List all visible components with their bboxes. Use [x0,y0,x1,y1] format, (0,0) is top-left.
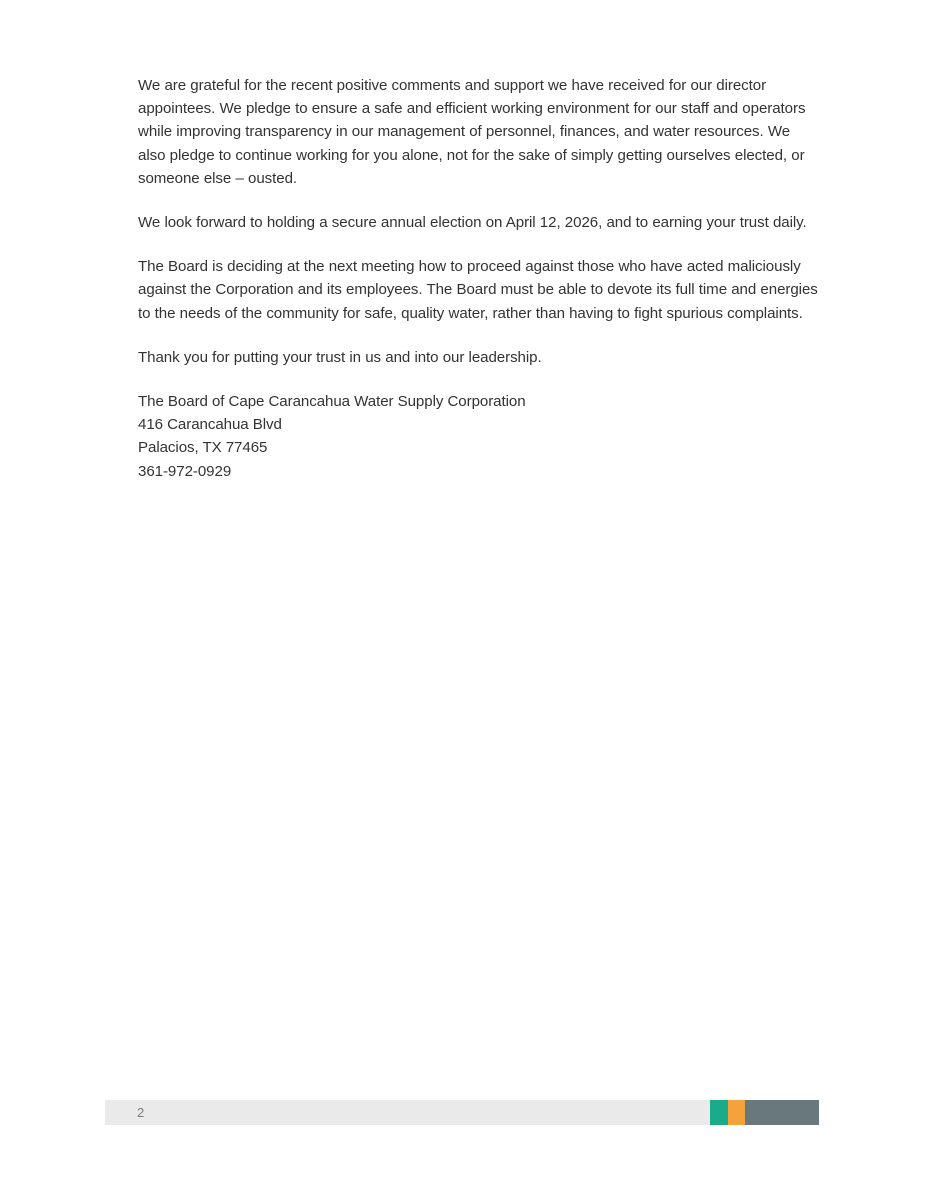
paragraph-thank-you: Thank you for putting your trust in us and into our leadership. [138,348,542,366]
signature-phone: 361-972-0929 [138,462,232,480]
signature-street-address: 416 Carancahua Blvd [138,416,282,434]
amber-swatch [728,1100,745,1125]
paragraph-gratitude: We are grateful for the recent positive comments and support we have received for our director appointees. We pledge to ensure a safe and efficient working environment for our staff and operators while improving transparency in our management of personnel, finances, and water resources. We also pledge to continue working for you alone, not for the sake of simply getting ourselves elected, or someone else – ousted. [138,77,806,187]
paragraph-election: We look forward to holding a secure annual election on April 12, 2026, and to earning your trust daily. [138,214,807,232]
footer-color-swatches [710,1100,819,1125]
teal-swatch [710,1100,728,1125]
page-footer [105,1100,819,1125]
signature-city-state-zip: Palacios, TX 77465 [138,439,268,457]
slate-swatch [745,1100,819,1125]
paragraph-board-action: The Board is deciding at the next meeting how to proceed against those who have acted maliciously against the Corporation and its employees. The Board must be able to devote its full time and energies to the needs of the community for safe, quality water, rather than having to fight spurious complaints. [138,258,818,322]
signature-block [138,390,820,483]
signature-organization: The Board of Cape Carancahua Water Supply Corporation [138,393,526,411]
page-number: 2 [137,1105,145,1120]
letter-body [138,74,820,483]
